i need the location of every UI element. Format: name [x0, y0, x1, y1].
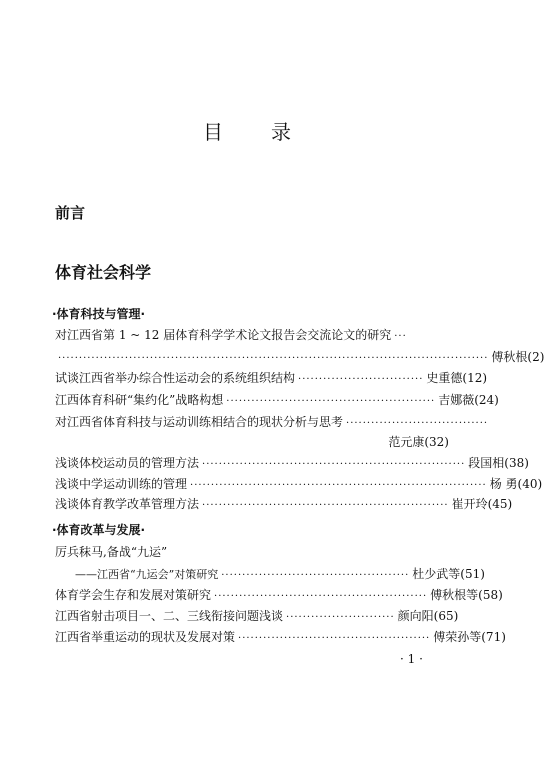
entry-author: 崔开玲(45) — [451, 497, 513, 511]
entry-title: 浅谈体育教学改革管理方法 — [55, 497, 200, 511]
entry-title: 江西省举重运动的现状及发展对策 — [55, 630, 236, 644]
toc-title-right: 录 — [271, 120, 291, 144]
toc-entry — [55, 326, 449, 344]
entry-title: 江西省射击项目一、二、三线衔接问题浅谈 — [55, 609, 284, 623]
preface-heading: 前言 — [55, 204, 86, 222]
leader-dots: ··· — [394, 331, 407, 342]
leader-dots: ······································································· — [190, 480, 487, 491]
toc-entry — [55, 628, 506, 646]
leader-dots: ·························· — [286, 612, 395, 623]
toc-entry — [55, 454, 529, 472]
toc-entry — [55, 607, 459, 625]
section-heading: 体育社会科学 — [55, 263, 152, 282]
leader-dots: ············································· — [221, 570, 410, 581]
entry-title: 体育学会生存和发展对策研究 — [55, 588, 212, 602]
leader-dots: ······························································· — [202, 459, 466, 470]
entry-author: 颜向阳(65) — [397, 609, 459, 623]
entry-title: 试谈江西省举办综合性运动会的系统组织结构 — [55, 371, 296, 385]
subsection-heading-1: ·体育科技与管理· — [52, 307, 146, 321]
entry-title: 浅谈体校运动员的管理方法 — [55, 456, 200, 470]
leader-dots: ······································································································· — [58, 353, 489, 364]
entry-author: 杜少武等(51) — [412, 567, 485, 581]
leader-dots: ······························ — [298, 374, 424, 385]
entry-title: 厉兵秣马,备战“九运” — [55, 545, 168, 559]
leader-dots: ··················································· — [214, 591, 428, 602]
entry-author: 傅秋根(2) — [491, 350, 544, 364]
entry-author: 史重德(12) — [426, 371, 488, 385]
entry-title: 江西体育科研“集约化”战略构想 — [55, 393, 224, 407]
subsection-heading-2: ·体育改革与发展· — [52, 523, 146, 537]
toc-title-left: 目 — [203, 120, 223, 144]
toc-entry — [55, 348, 544, 366]
leader-dots: ·················································· — [226, 396, 436, 407]
toc-entry — [55, 475, 543, 493]
entry-author: 段国相(38) — [468, 456, 529, 470]
leader-dots: ··························································· — [202, 500, 449, 511]
toc-entry — [55, 495, 513, 513]
entry-title: 对江西省第 1 ~ 12 届体育科学学术论文报告会交流论文的研究 — [55, 328, 392, 342]
toc-entry — [55, 543, 449, 561]
entry-title: 对江西省体育科技与运动训练相结合的现状分析与思考 — [55, 415, 344, 429]
entry-author: 傅荣孙等(71) — [433, 630, 506, 644]
toc-entry — [75, 565, 485, 583]
leader-dots: ·············································· — [238, 633, 431, 644]
toc-entry — [55, 433, 449, 451]
entry-author: 范元康(32) — [388, 435, 449, 449]
toc-entry — [55, 369, 488, 387]
entry-title: 浅谈中学运动训练的管理 — [55, 477, 188, 491]
entry-author: 杨 勇(40) — [489, 477, 543, 491]
entry-author: 吉娜薇(24) — [438, 393, 499, 407]
toc-entry — [55, 391, 499, 409]
leader-dots: ·································· — [346, 418, 489, 429]
toc-entry — [55, 413, 489, 431]
entry-author: 傅秋根等(58) — [430, 588, 503, 602]
toc-entry — [55, 586, 503, 604]
page-number: · 1 · — [400, 652, 423, 666]
entry-title: ——江西省“九运会”对策研究 — [75, 568, 219, 581]
